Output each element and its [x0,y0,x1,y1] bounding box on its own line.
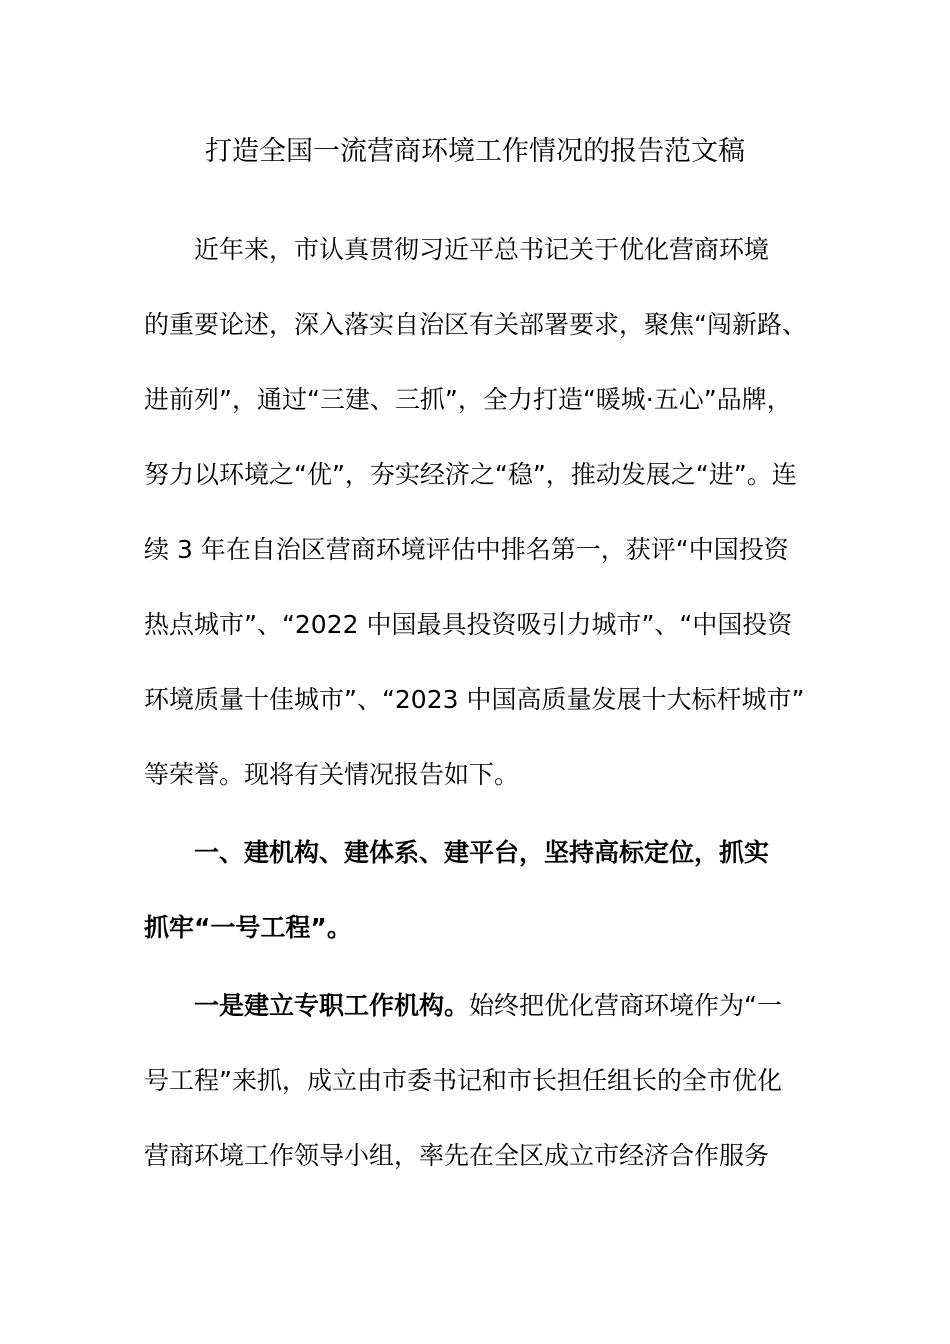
intro-line-3: 进前列”，通过“三建、三抓”，全力打造“暖城·五心”品牌， [144,385,792,414]
point1-line-2: 号工程”来抓，成立由市委书记和市长担任组长的全市优化 [144,1066,782,1095]
section-heading-line-1: 一、建机构、建体系、建平台，坚持高标定位，抓实 [194,838,770,867]
section-heading-line-2: 抓牢“一号工程”。 [144,913,352,942]
intro-line-6: 热点城市”、“2022 中国最具投资吸引力城市”、“中国投资 [144,610,793,639]
document-title: 打造全国一流营商环境工作情况的报告范文稿 [205,136,745,167]
point1-first-line-rest: 始终把优化营商环境作为“一 [469,991,782,1020]
intro-line-1: 近年来，市认真贯彻习近平总书记关于优化营商环境 [194,235,770,264]
intro-line-4: 努力以环境之“优”，夯实经济之“稳”，推动发展之“进”。连 [144,460,797,489]
point1-first-line [194,986,782,1026]
intro-line-8: 等荣誉。现将有关情况报告如下。 [144,760,520,789]
point1-lead: 一是建立专职工作机构。 [194,991,470,1020]
intro-line-7: 环境质量十佳城市”、“2023 中国高质量发展十大标杆城市” [144,685,805,714]
intro-line-5: 续 3 年在自治区营商环境评估中排名第一，获评“中国投资 [144,535,789,564]
intro-line-2: 的重要论述，深入落实自治区有关部署要求，聚焦“闯新路、 [144,310,807,339]
point1-line-3: 营商环境工作领导小组，率先在全区成立市经济合作服务 [144,1141,770,1170]
